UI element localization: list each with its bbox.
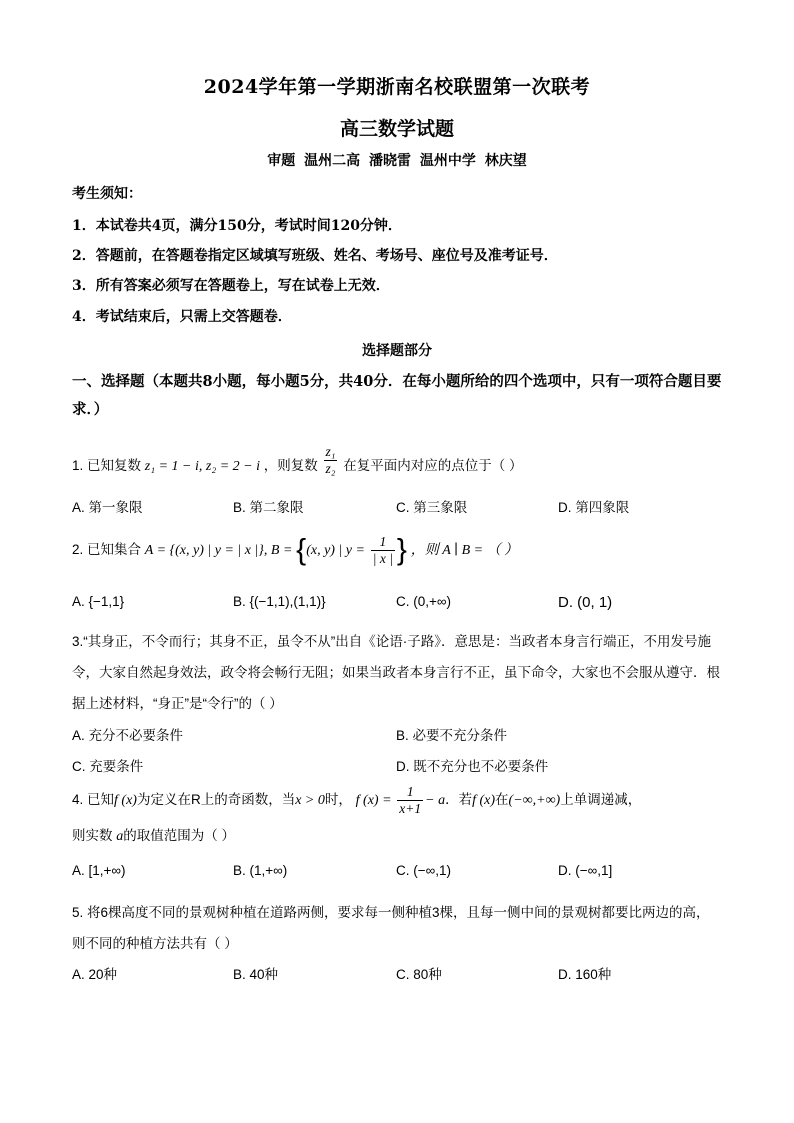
q4-text-c: ．若: [445, 792, 473, 808]
q2-frac-num: 1: [371, 534, 395, 551]
q2-option-c: C. (0,+∞): [396, 594, 452, 609]
q4-frac-num: 1: [397, 784, 423, 801]
q3-option-d: D. 既不充分也不必要条件: [396, 759, 549, 774]
q2-brace-left: {: [296, 533, 307, 567]
q5-option-a: A. 20种: [72, 967, 118, 982]
q3-option-c: C. 充要条件: [72, 759, 144, 774]
q4-fraction: [397, 784, 423, 817]
part-heading: 一、选择题（本题共8小题，每小题5分，共40分．在每小题所给的四个选项中，只有一项符合题目要求．）: [72, 373, 722, 418]
q4-fdef-right: − a: [425, 793, 446, 809]
q2-option-b: B. {(−1,1),(1,1)}: [233, 594, 326, 609]
q2-brace-right: }: [396, 533, 407, 567]
notice-heading: 考生须知：: [72, 186, 142, 202]
q2-set-a: A = {(x, y) | y = | x |}, B =: [144, 543, 293, 559]
q4-text-d: 在: [495, 792, 509, 808]
q1-prefix: 1. 已知复数: [72, 458, 142, 474]
q5-option-b: B. 40种: [233, 967, 279, 982]
reviewers-line: 审题 温州二高 潘晓雷 温州中学 林庆望: [267, 153, 527, 169]
q2-option-d: D. (0, 1): [558, 594, 613, 611]
q1-frac-den: z₂: [325, 461, 336, 476]
q4-line2-suffix: 的取值范围为（ ）: [123, 828, 236, 843]
q4-fx-2: f (x): [472, 793, 496, 809]
section-title: 选择题部分: [362, 343, 432, 359]
question-2-stem: [72, 534, 722, 567]
question-4-line2: [72, 822, 722, 851]
notice-item: 3．所有答案必须写在答题卷上，写在试卷上无效．: [72, 278, 390, 294]
q3-option-a: A. 充分不必要条件: [72, 728, 184, 743]
q2-suffix: ，则 A ∣ B = （ ）: [410, 543, 519, 559]
q4-option-b: B. (1,+∞): [233, 863, 288, 878]
q3-option-b: B. 必要不充分条件: [396, 728, 508, 743]
q5-option-c: C. 80种: [396, 967, 442, 982]
q1-option-d: D. 第四象限: [558, 500, 630, 515]
q1-fraction: [324, 444, 338, 477]
exam-title: 2024学年第一学期浙南名校联盟第一次联考: [203, 76, 591, 98]
q2-frac-den: | x |: [372, 551, 393, 566]
q1-option-c: C. 第三象限: [396, 500, 468, 515]
q4-frac-den: x+1: [399, 801, 422, 816]
q4-condition: x > 0: [295, 793, 325, 809]
q4-text-a: 为定义在R上的奇函数，当: [136, 792, 296, 808]
q2-option-a: A. {−1,1}: [72, 594, 125, 609]
q4-text-b: 时，: [324, 792, 352, 808]
question-5-stem: 5. 将6棵高度不同的景观树种植在道路两侧，要求每一侧种植3棵，且每一侧中间的景观树都要比两边的高，则不同的种植方法共有（ ）: [72, 905, 710, 951]
question-3-stem: 3.“其身正，不令而行；其身不正，虽令不从”出自《论语·子路》．意思是：当政者本身言行端正，不用发号施令，大家自然起身效法，政令将会畅行无阻；如果当政者本身言行不正，虽下命令，大家也不会服从遵守．根据上述材料，“身正”是“令行”的（ ）: [72, 634, 720, 711]
notice-item: 4．考试结束后，只需上交答题卷．: [72, 309, 292, 325]
q2-set-b: (x, y) | y =: [306, 543, 365, 559]
q4-option-d: D. (−∞,1]: [558, 863, 613, 878]
q1-suffix: 在复平面内对应的点位于（ ）: [343, 458, 523, 474]
q4-option-c: C. (−∞,1): [396, 863, 452, 878]
q4-prefix: 4. 已知: [72, 792, 115, 808]
q4-var-a: a: [116, 829, 124, 844]
q4-line2-prefix: 则实数: [72, 828, 113, 843]
question-1-stem: [72, 444, 722, 483]
q1-math: z₁ = 1 − i, z₂ = 2 − i: [144, 459, 260, 475]
q1-option-a: A. 第一象限: [72, 500, 143, 515]
q2-fraction: [371, 534, 395, 567]
q4-interval: (−∞,+∞): [508, 793, 561, 809]
q4-fdef-left: f (x) =: [355, 793, 392, 809]
q5-option-d: D. 160种: [558, 967, 612, 982]
q1-frac-num: z₁: [325, 444, 336, 459]
q4-text-e: 上单调递减，: [560, 792, 642, 808]
q4-fx: f (x): [114, 793, 137, 809]
exam-subtitle: 高三数学试题: [339, 118, 454, 140]
notice-item: 2．答题前，在答题卷指定区域填写班级、姓名、考场号、座位号及准考证号．: [72, 248, 558, 264]
q1-mid: ，则复数: [263, 458, 318, 474]
q1-option-b: B. 第二象限: [233, 500, 304, 515]
q2-prefix: 2. 已知集合: [72, 542, 142, 558]
question-4-stem: [72, 784, 722, 817]
notice-item: 1．本试卷共4页，满分150分，考试时间120分钟．: [72, 218, 402, 234]
q4-option-a: A. [1,+∞): [72, 863, 126, 878]
